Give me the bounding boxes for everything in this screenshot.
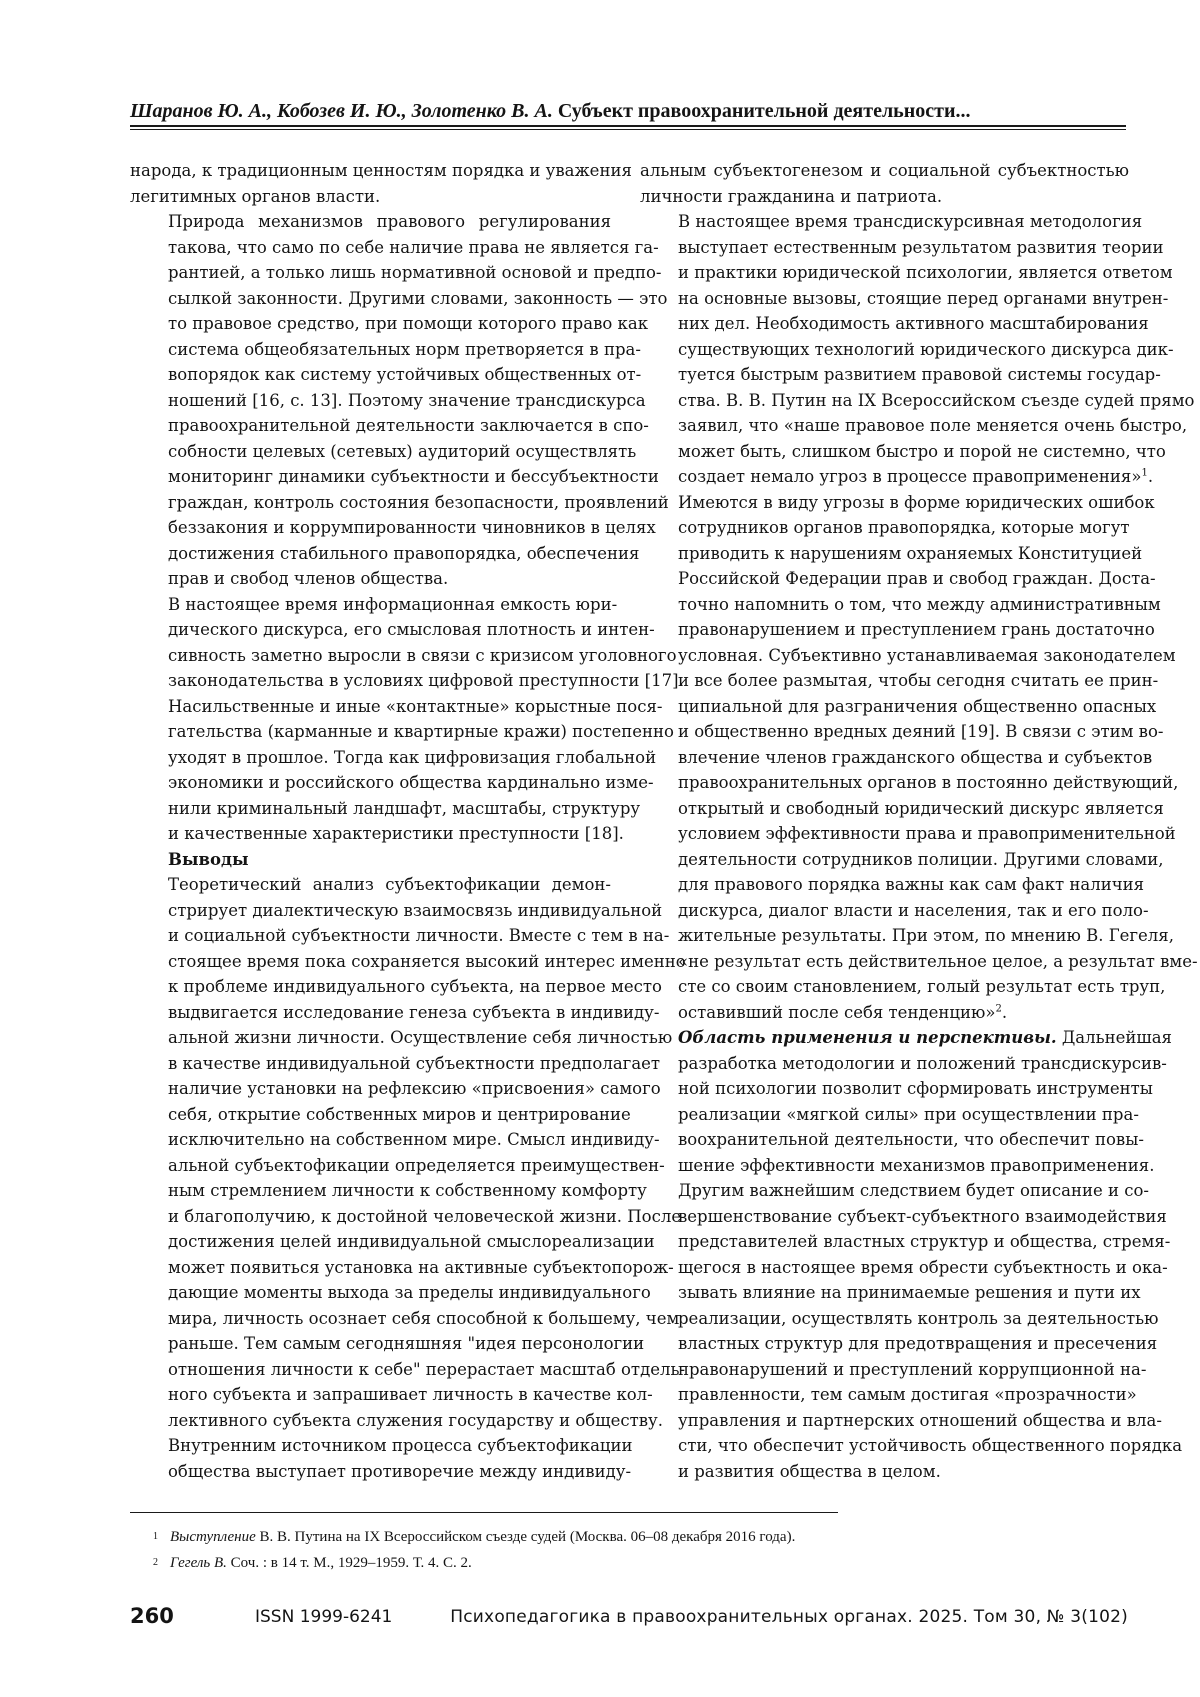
- text-line: правонарушений и преступлений коррупционной на-: [640, 1357, 1129, 1383]
- footnote-italic: Гегель В.: [170, 1555, 227, 1571]
- text-line: мира, личность осознает себя способной к большему, чем: [130, 1306, 611, 1332]
- text-line: приводить к нарушениям охраняемых Конституцией: [640, 541, 1129, 567]
- text-line: зывать влияние на принимаемые решения и пути их: [640, 1280, 1129, 1306]
- text-line: себя, открытие собственных миров и центрирование: [130, 1102, 611, 1128]
- text-line: стрирует диалектическую взаимосвязь индивидуальной: [130, 898, 611, 924]
- text-line: может быть, слишком быстро и порой не системно, что: [640, 439, 1129, 465]
- text-line: законодательства в условиях цифровой преступности [17].: [130, 668, 611, 694]
- journal-page: [0, 0, 1200, 1697]
- paragraph-lines: [640, 1051, 1129, 1485]
- text-line: шение эффективности механизмов правоприменения.: [640, 1153, 1129, 1179]
- text-line: ной психологии позволит сформировать инструменты: [640, 1076, 1129, 1102]
- text-line: властных структур для предотвращения и пресечения: [640, 1331, 1129, 1357]
- footnote-text: В. В. Путина на IX Всероссийском съезде судей (Москва. 06–08 декабря 2016 года).: [256, 1529, 796, 1545]
- header-rule-thin: [130, 129, 1126, 130]
- text-line: личности гражданина и патриота.: [640, 184, 1129, 210]
- text-line: представителей властных структур и общества, стремя-: [640, 1229, 1129, 1255]
- running-head: [130, 99, 1110, 123]
- text-line: общества выступает противоречие между индивиду-: [130, 1459, 611, 1485]
- issn: ISSN 1999-6241: [255, 1607, 392, 1627]
- paragraph: [640, 209, 1129, 1025]
- text-line: Теоретический анализ субъектофикации демон-: [130, 872, 611, 898]
- text-line: лективного субъекта служения государству и обществу.: [130, 1408, 611, 1434]
- page-number: 260: [130, 1604, 174, 1628]
- text-line: условием эффективности права и правоприменительной: [640, 821, 1129, 847]
- text-line: и благополучию, к достойной человеческой жизни. После: [130, 1204, 611, 1230]
- text-line: ципиальной для разграничения общественно опасных: [640, 694, 1129, 720]
- text-line: и все более размытая, чтобы сегодня считать ее прин-: [640, 668, 1129, 694]
- text-line: точно напомнить о том, что между административным: [640, 592, 1129, 618]
- text-line: исключительно на собственном мире. Смысл индивиду-: [130, 1127, 611, 1153]
- paragraph: [130, 209, 611, 592]
- header-rule-thick: [130, 125, 1126, 127]
- text-line: граждан, контроль состояния безопасности, проявлений: [130, 490, 611, 516]
- footnote-rule: [130, 1512, 838, 1513]
- footnote-mark: 1: [153, 1527, 170, 1547]
- text-line: дающие моменты выхода за пределы индивидуального: [130, 1280, 611, 1306]
- text-line: к проблеме индивидуального субъекта, на первое место: [130, 974, 611, 1000]
- text-line: открытый и свободный юридический дискурс является: [640, 796, 1129, 822]
- text-line: дического дискурса, его смысловая плотность и интен-: [130, 617, 611, 643]
- text-line: уходят в прошлое. Тогда как цифровизация глобальной: [130, 745, 611, 771]
- running-head-title: Субъект правоохранительной деятельности...: [558, 100, 971, 122]
- text-line: реализации, осуществлять контроль за деятельностью: [640, 1306, 1129, 1332]
- text-line: существующих технологий юридического дискурса дик-: [640, 337, 1129, 363]
- text-line: правленности, тем самым достигая «прозрачности»: [640, 1382, 1129, 1408]
- text-line: воохранительной деятельности, что обеспечит повы-: [640, 1127, 1129, 1153]
- text-line: такова, что само по себе наличие права не является га-: [130, 235, 611, 261]
- text-line: нили криминальный ландшафт, масштабы, структуру: [130, 796, 611, 822]
- text-line: Насильственные и иные «контактные» корыстные пося-: [130, 694, 611, 720]
- text-line: [640, 1000, 1129, 1026]
- text-line: для правового порядка важны как сам факт наличия: [640, 872, 1129, 898]
- text-line: щегося в настоящее время обрести субъектность и ока-: [640, 1255, 1129, 1281]
- page-footer: [130, 1604, 1128, 1634]
- text-line: ства. В. В. Путин на IX Всероссийском съезде судей прямо: [640, 388, 1129, 414]
- text-line: ношений [16, с. 13]. Поэтому значение трансдискурса: [130, 388, 611, 414]
- text-line: Природа механизмов правового регулирования: [130, 209, 611, 235]
- footnote-1: [170, 1527, 795, 1547]
- left-column: [130, 158, 611, 1484]
- paragraph: [130, 592, 611, 847]
- right-column: [640, 158, 1129, 1484]
- text-line: Российской Федерации прав и свобод граждан. Доста-: [640, 566, 1129, 592]
- text-line: сивность заметно выросли в связи с кризисом уголовного: [130, 643, 611, 669]
- text-line: [640, 1025, 1129, 1051]
- text-line: правоохранительных органов в постоянно действующий,: [640, 770, 1129, 796]
- footnote-2: [170, 1553, 472, 1573]
- text-line: [640, 464, 1129, 490]
- text-line: гательства (карманные и квартирные кражи) постепенно: [130, 719, 611, 745]
- text-line: то правовое средство, при помощи которого право как: [130, 311, 611, 337]
- text-line: сти, что обеспечит устойчивость общественного порядка: [640, 1433, 1129, 1459]
- text-line: раньше. Тем самым сегодняшняя "идея персонологии: [130, 1331, 611, 1357]
- text-line-content: оставивший после себя тенденцию»: [678, 1003, 995, 1022]
- text-line-content: Дальнейшая: [1057, 1028, 1172, 1047]
- text-line: стоящее время пока сохраняется высокий интерес именно: [130, 949, 611, 975]
- section-heading-conclusions: Выводы: [130, 847, 611, 873]
- paragraph-lines: [640, 490, 1129, 1000]
- footnote-text: Соч. : в 14 т. М., 1929–1959. Т. 4. С. 2.: [227, 1555, 472, 1571]
- text-line: отношения личности к себе" перерастает масштаб отдель-: [130, 1357, 611, 1383]
- text-line: альным субъектогенезом и социальной субъектностью: [640, 158, 1129, 184]
- paragraph: [640, 1025, 1129, 1484]
- text-line-end: .: [1002, 1003, 1007, 1022]
- text-line: достижения стабильного правопорядка, обеспечения: [130, 541, 611, 567]
- text-line: вершенствование субъект-субъектного взаимодействия: [640, 1204, 1129, 1230]
- text-line: рантией, а только лишь нормативной основой и предпо-: [130, 260, 611, 286]
- text-line: альной жизни личности. Осуществление себя личностью: [130, 1025, 611, 1051]
- text-line: условная. Субъективно устанавливаемая законодателем: [640, 643, 1129, 669]
- text-line: дискурса, диалог власти и населения, так и его поло-: [640, 898, 1129, 924]
- text-line: вопорядок как систему устойчивых общественных от-: [130, 362, 611, 388]
- text-line: мониторинг динамики субъектности и бессубъектности: [130, 464, 611, 490]
- text-line: и развития общества в целом.: [640, 1459, 1129, 1485]
- text-line: деятельности сотрудников полиции. Другими словами,: [640, 847, 1129, 873]
- text-line: прав и свобод членов общества.: [130, 566, 611, 592]
- text-line: легитимных органов власти.: [130, 184, 611, 210]
- text-line: альной субъектофикации определяется преимуществен-: [130, 1153, 611, 1179]
- text-line-end: .: [1148, 467, 1153, 486]
- text-line: управления и партнерских отношений общества и вла-: [640, 1408, 1129, 1434]
- footnote-ref: 2: [995, 1003, 1001, 1014]
- text-line: реализации «мягкой силы» при осуществлении пра-: [640, 1102, 1129, 1128]
- section-lead-scope: Область применения и перспективы.: [678, 1028, 1057, 1047]
- text-line: и социальной субъектности личности. Вместе с тем в на-: [130, 923, 611, 949]
- text-line: них дел. Необходимость активного масштабирования: [640, 311, 1129, 337]
- text-line: «не результат есть действительное целое, а результат вме-: [640, 949, 1129, 975]
- footnote-ref: 1: [1141, 468, 1147, 479]
- text-line: собности целевых (сетевых) аудиторий осуществлять: [130, 439, 611, 465]
- text-line: ного субъекта и запрашивает личность в качестве кол-: [130, 1382, 611, 1408]
- text-line: беззакония и коррумпированности чиновников в целях: [130, 515, 611, 541]
- paragraph: [130, 158, 611, 209]
- text-line: и общественно вредных деяний [19]. В связи с этим во-: [640, 719, 1129, 745]
- paragraph: [130, 872, 611, 1484]
- text-line: сте со своим становлением, голый результат есть труп,: [640, 974, 1129, 1000]
- paragraph-lines: [640, 209, 1129, 464]
- paragraph: [640, 158, 1129, 209]
- text-line: В настоящее время информационная емкость юри-: [130, 592, 611, 618]
- text-line: на основные вызовы, стоящие перед органами внутрен-: [640, 286, 1129, 312]
- journal-title: Психопедагогика в правоохранительных органах. 2025. Том 30, № 3(102): [450, 1607, 1128, 1627]
- text-line: достижения целей индивидуальной смыслореализации: [130, 1229, 611, 1255]
- text-line: заявил, что «наше правовое поле меняется очень быстро,: [640, 413, 1129, 439]
- text-line: жительные результаты. При этом, по мнению В. Гегеля,: [640, 923, 1129, 949]
- text-line: выдвигается исследование генеза субъекта в индивиду-: [130, 1000, 611, 1026]
- text-line: В настоящее время трансдискурсивная методология: [640, 209, 1129, 235]
- text-line: Внутренним источником процесса субъектофикации: [130, 1433, 611, 1459]
- text-line: может появиться установка на активные субъектопорож-: [130, 1255, 611, 1281]
- text-line: народа, к традиционным ценностям порядка и уважения: [130, 158, 611, 184]
- text-line-content: создает немало угроз в процессе правоприменения»: [678, 467, 1141, 486]
- text-line: выступает естественным результатом развития теории: [640, 235, 1129, 261]
- footnote-italic: Выступление: [170, 1529, 256, 1545]
- text-line: правонарушением и преступлением грань достаточно: [640, 617, 1129, 643]
- text-line: туется быстрым развитием правовой системы государ-: [640, 362, 1129, 388]
- text-line: экономики и российского общества кардинально изме-: [130, 770, 611, 796]
- footnote-mark: 2: [153, 1553, 170, 1573]
- text-line: ным стремлением личности к собственному комфорту: [130, 1178, 611, 1204]
- text-line: Имеются в виду угрозы в форме юридических ошибок: [640, 490, 1129, 516]
- text-line: Другим важнейшим следствием будет описание и со-: [640, 1178, 1129, 1204]
- text-line: и практики юридической психологии, является ответом: [640, 260, 1129, 286]
- text-line: сотрудников органов правопорядка, которые могут: [640, 515, 1129, 541]
- running-head-authors: Шаранов Ю. А., Кобозев И. Ю., Золотенко В. А.: [130, 100, 553, 122]
- text-line: наличие установки на рефлексию «присвоения» самого: [130, 1076, 611, 1102]
- text-line: в качестве индивидуальной субъектности предполагает: [130, 1051, 611, 1077]
- text-line: правоохранительной деятельности заключается в спо-: [130, 413, 611, 439]
- text-line: и качественные характеристики преступности [18].: [130, 821, 611, 847]
- text-line: сылкой законности. Другими словами, законность — это: [130, 286, 611, 312]
- text-line: влечение членов гражданского общества и субъектов: [640, 745, 1129, 771]
- text-line: система общеобязательных норм претворяется в пра-: [130, 337, 611, 363]
- text-line: разработка методологии и положений трансдискурсив-: [640, 1051, 1129, 1077]
